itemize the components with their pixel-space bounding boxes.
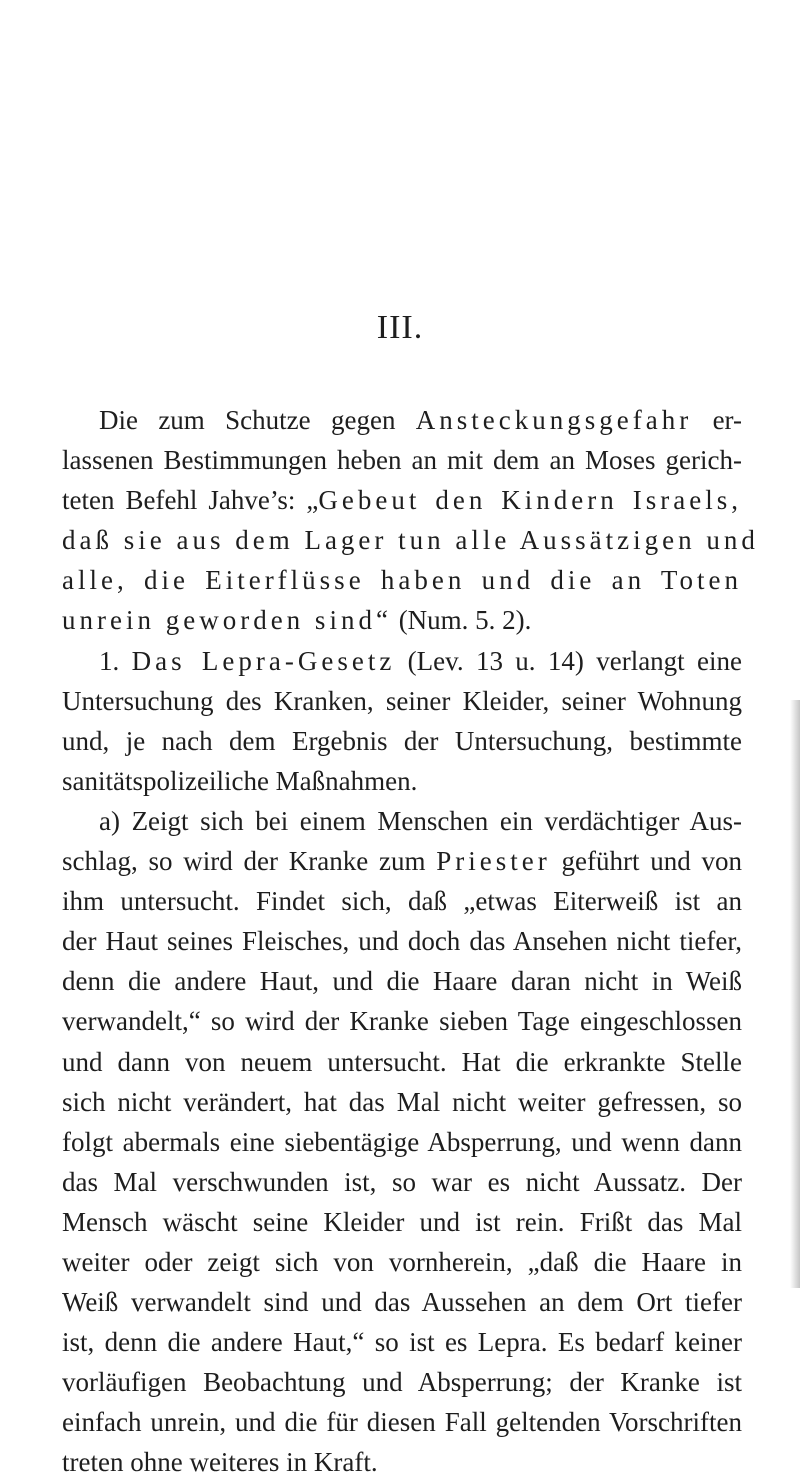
text-line: treten ohne weiteres in Kraft. <box>62 1447 378 1478</box>
text-line: vorläufigen Beobachtung und Absperrung; der Kranke ist <box>62 1367 742 1398</box>
text-line: und, je nach dem Ergebnis der Untersuchung, bestimmte <box>62 725 742 756</box>
text-line: ist, denn die andere Haut,“ so ist es Lepra. Es bedarf keiner <box>62 1327 742 1358</box>
text-line: das Mal verschwunden ist, so war es nicht Aussatz. Der <box>62 1166 742 1197</box>
text-line: schlag, so wird der Kranke zum Priester geführt und von <box>62 846 742 877</box>
text-line: sich nicht verändert, hat das Mal nicht weiter gefressen, so <box>62 1086 742 1117</box>
text-line: ihm untersucht. Findet sich, daß „etwas Eiterweiß ist an <box>62 886 742 917</box>
text-line: unrein geworden sind“ (Num. 5. 2). <box>62 605 532 636</box>
text-line: Weiß verwandelt sind und das Aussehen an dem Ort tiefer <box>62 1287 742 1318</box>
body-text <box>62 400 759 1483</box>
page-edge-shadow <box>790 700 800 1288</box>
text-line: teten Befehl Jahve’s: „Gebeut den Kindern Israels, <box>62 485 742 516</box>
text-line: der Haut seines Fleisches, und doch das Ansehen nicht tiefer, <box>62 926 742 957</box>
text-line: daß sie aus dem Lager tun alle Aussätzigen und <box>62 525 759 556</box>
text-line: Mensch wäscht seine Kleider und ist rein. Frißt das Mal <box>62 1206 742 1237</box>
text-line: folgt abermals eine siebentägige Absperrung, und wenn dann <box>62 1126 742 1157</box>
text-line: a) Zeigt sich bei einem Menschen ein verdächtiger Aus- <box>99 805 742 836</box>
text-line: denn die andere Haut, und die Haare daran nicht in Weiß <box>62 966 742 997</box>
text-line: alle, die Eiterflüsse haben und die an Toten <box>62 565 742 596</box>
text-line: Untersuchung des Kranken, seiner Kleider, seiner Wohnung <box>62 685 742 716</box>
text-line: verwandelt,“ so wird der Kranke sieben Tage eingeschlossen <box>62 1006 742 1037</box>
text-line: einfach unrein, und die für diesen Fall geltenden Vorschriften <box>62 1407 742 1438</box>
text-line: lassenen Bestimmungen heben an mit dem an Moses gerich- <box>62 445 742 476</box>
text-line: und dann von neuem untersucht. Hat die erkrankte Stelle <box>62 1046 742 1077</box>
text-line: weiter oder zeigt sich von vornherein, „daß die Haare in <box>62 1246 742 1277</box>
text-line: sanitätspolizeiliche Maßnahmen. <box>62 765 418 796</box>
text-line: 1. Das Lepra-Gesetz (Lev. 13 u. 14) verlangt eine <box>99 645 742 676</box>
text-line: Die zum Schutze gegen Ansteckungsgefahr er- <box>99 405 742 435</box>
chapter-heading: III. <box>376 309 424 346</box>
